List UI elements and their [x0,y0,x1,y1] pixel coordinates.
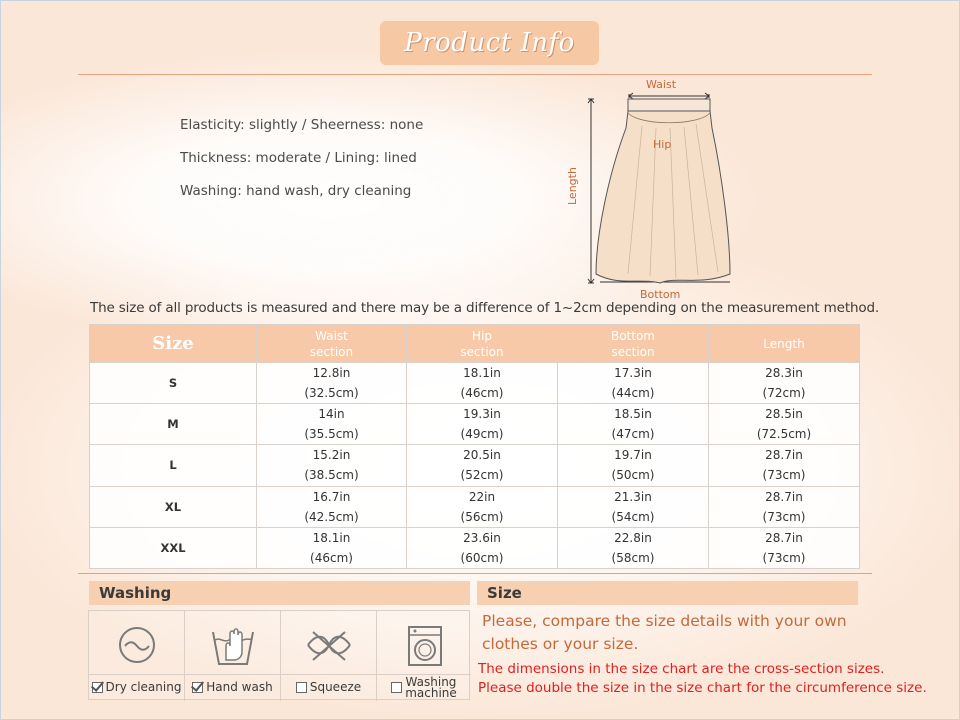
cell-cm: (52cm) [460,468,504,483]
cell-hip [407,363,558,404]
care-caption [377,674,471,700]
cell-length [709,363,860,404]
title-divider [78,74,872,75]
header-size: Size [90,325,257,363]
cell-length [709,527,860,568]
cell-size: XL [90,486,257,527]
cell-bottom [558,527,709,568]
care-item-squeeze [281,611,377,701]
cell-cm: (73cm) [762,468,806,483]
cell-bottom [558,363,709,404]
length-label: Length [566,167,579,205]
cell-cm: (38.5cm) [304,468,359,483]
cell-waist [257,445,407,486]
cell-in: 28.3in [765,366,803,381]
cell-bottom [558,445,709,486]
dry-cleaning-icon [112,620,162,670]
table-row [90,486,860,527]
cell-cm: (56cm) [460,509,504,524]
cell-in: 22in [468,489,496,504]
cell-in: 28.5in [765,407,803,422]
header-hip-line2: section [460,344,504,359]
dry-cleaning-checkbox [92,682,103,693]
cell-hip [407,445,558,486]
cell-cm: (44cm) [611,386,655,401]
washing-machine-icon [400,620,450,670]
cell-in: 20.5in [463,448,501,463]
header-hip-line1: Hip [472,328,492,343]
cell-in: 23.6in [463,530,501,545]
header-waist-line2: section [309,344,354,359]
waist-label: Waist [646,78,677,91]
care-caption [185,674,280,700]
table-row [90,527,860,568]
care-label-line1: Washing [405,674,457,689]
cell-in: 15.2in [312,448,351,463]
cell-in: 18.5in [614,407,652,422]
washing-heading: Washing [89,581,470,605]
washing-icons-panel [88,610,470,700]
table-row [90,445,860,486]
cell-in: 28.7in [765,489,803,504]
header-bottom-line2: section [611,344,655,359]
care-item-washing-machine [377,611,471,701]
cell-waist [257,404,407,445]
care-label-hand-wash: Hand wash [206,680,273,694]
header-bottom-line1: Bottom [610,328,655,343]
header-waist [257,325,407,363]
cell-length [709,486,860,527]
cell-size: XXL [90,527,257,568]
hand-wash-icon [208,620,258,670]
cell-waist [257,527,407,568]
cell-bottom [558,404,709,445]
cell-in: 28.7in [765,448,803,463]
cell-hip [407,404,558,445]
cell-in: 17.3in [614,366,652,381]
hip-label: Hip [653,138,672,151]
cell-in: 18.1in [463,366,501,381]
table-row [90,363,860,404]
cell-cm: (54cm) [611,509,655,524]
header-waist-line1: Waist [315,328,348,343]
page-title: Product Info [380,21,599,65]
cell-cm: (46cm) [310,550,353,565]
cell-cm: (47cm) [611,427,655,442]
cell-in: 19.7in [614,448,652,463]
cell-cm: (50cm) [611,468,655,483]
header-hip [407,325,558,363]
care-label-dry-cleaning: Dry cleaning [105,680,182,694]
cell-waist [257,363,407,404]
cell-in: 16.7in [312,489,351,504]
circumference-warning: Please double the size in the size chart for the circumference size. [478,680,927,696]
cell-in: 19.3in [463,407,501,422]
size-heading: Size [477,581,858,605]
cell-size: M [90,404,257,445]
cell-bottom [558,486,709,527]
cell-in: 14in [318,407,345,422]
header-bottom [558,325,709,363]
care-caption [89,674,184,700]
cell-length [709,445,860,486]
cell-cm: (42.5cm) [304,509,359,524]
cell-in: 12.8in [312,366,351,381]
care-label-line2: machine [405,685,457,700]
size-advice-line1: Please, compare the size details with your own [482,612,847,630]
cell-waist [257,486,407,527]
cell-hip [407,486,558,527]
size-advice-line2: clothes or your size. [482,635,639,653]
cell-hip [407,527,558,568]
cell-cm: (72cm) [762,386,806,401]
cell-in: 21.3in [614,489,652,504]
info-elasticity: Elasticity: slightly / Sheerness: none [180,117,424,133]
measurement-note: The size of all products is measured and there may be a difference of 1~2cm depending on the measurement method. [90,300,880,316]
table-row [90,404,860,445]
cell-size: S [90,363,257,404]
squeeze-checkbox [296,682,307,693]
cell-in: 22.8in [614,530,652,545]
cell-cm: (73cm) [762,509,806,524]
cell-cm: (46cm) [460,386,504,401]
cell-in: 18.1in [312,530,351,545]
cell-size: L [90,445,257,486]
info-washing: Washing: hand wash, dry cleaning [180,183,412,199]
care-label-washing-machine [405,674,457,700]
cross-section-warning: The dimensions in the size chart are the cross-section sizes. [478,661,885,677]
cell-cm: (72.5cm) [756,427,812,442]
cell-in: 28.7in [765,530,803,545]
no-wring-icon [304,620,354,670]
care-item-hand-wash [185,611,281,701]
cell-cm: (60cm) [460,550,504,565]
table-divider [78,573,872,574]
care-caption [281,674,376,700]
size-advice [482,610,847,656]
care-item-dry-cleaning [89,611,185,701]
header-length: Length [709,325,860,363]
cell-cm: (32.5cm) [304,386,359,401]
cell-length [709,404,860,445]
washing-machine-checkbox [391,682,402,693]
hand-wash-checkbox [192,682,203,693]
cell-cm: (58cm) [611,550,655,565]
info-thickness: Thickness: moderate / Lining: lined [180,150,417,166]
bottom-label: Bottom [640,288,681,301]
cell-cm: (35.5cm) [304,427,359,442]
size-chart-table [89,324,860,569]
table-header-row [90,325,860,363]
cell-cm: (73cm) [762,550,806,565]
cell-cm: (49cm) [460,427,504,442]
skirt-diagram [580,86,740,291]
care-label-squeeze: Squeeze [309,680,362,694]
